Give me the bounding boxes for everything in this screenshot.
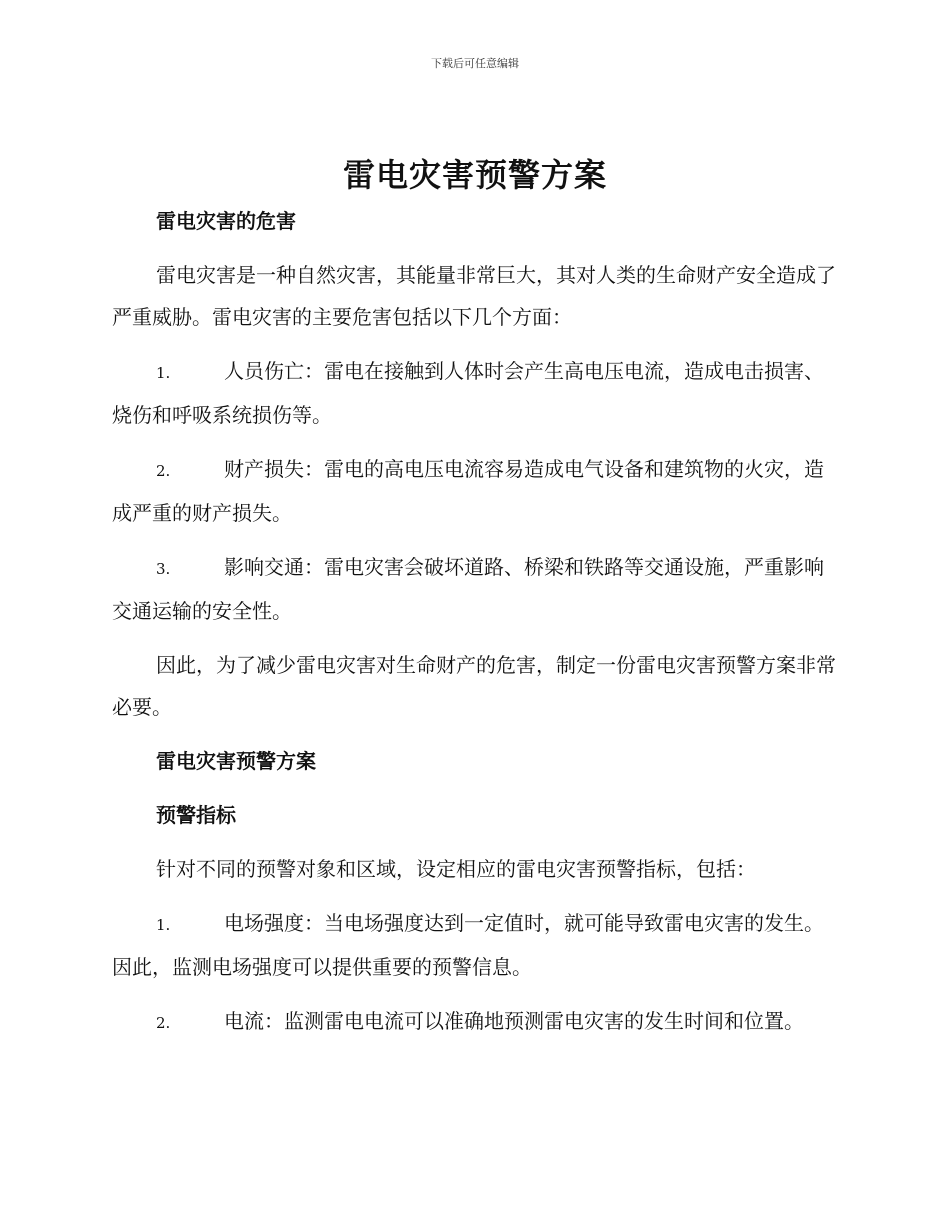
hazard-list-item bbox=[112, 350, 838, 436]
list-number: 1. bbox=[156, 364, 171, 382]
list-item-text: 影响交通：雷电灾害会破坏道路、桥梁和铁路等交通设施，严重影响交通运输的安全性。 bbox=[112, 555, 824, 623]
list-item-text: 电流：监测雷电电流可以准确地预测雷电灾害的发生时间和位置。 bbox=[224, 1009, 804, 1033]
indicators-intro-paragraph: 针对不同的预警对象和区域，设定相应的雷电灾害预警指标，包括： bbox=[156, 857, 756, 881]
list-item-text: 人员伤亡：雷电在接触到人体时会产生高电压电流，造成电击损害、烧伤和呼吸系统损伤等。 bbox=[112, 359, 824, 427]
list-number: 2. bbox=[156, 462, 171, 480]
list-item-text: 电场强度：当电场强度达到一定值时，就可能导致雷电灾害的发生。因此，监测电场强度可以提供重要的预警信息。 bbox=[112, 911, 824, 979]
hazard-list-item bbox=[112, 448, 838, 534]
list-item-text: 财产损失：雷电的高电压电流容易造成电气设备和建筑物的火灾，造成严重的财产损失。 bbox=[112, 457, 824, 525]
subheading-indicators: 预警指标 bbox=[156, 803, 236, 827]
list-number: 2. bbox=[156, 1014, 171, 1032]
list-number: 1. bbox=[156, 916, 171, 934]
list-number: 3. bbox=[156, 560, 171, 578]
hazard-list-item bbox=[112, 546, 838, 632]
document-body bbox=[112, 200, 838, 1056]
indicator-list-item bbox=[112, 902, 838, 988]
section-heading-plan: 雷电灾害预警方案 bbox=[156, 749, 316, 773]
hazard-conclusion-paragraph: 因此，为了减少雷电灾害对生命财产的危害，制定一份雷电灾害预警方案非常必要。 bbox=[112, 653, 836, 719]
hazard-intro-paragraph: 雷电灾害是一种自然灾害，其能量非常巨大，其对人类的生命财产安全造成了严重威胁。雷电灾害的主要危害包括以下几个方面： bbox=[112, 263, 836, 329]
section-heading-hazard: 雷电灾害的危害 bbox=[156, 209, 296, 233]
indicator-list-item bbox=[112, 1000, 838, 1044]
document-title: 雷电灾害预警方案 bbox=[342, 156, 607, 194]
page-header-note: 下载后可任意编辑 bbox=[431, 57, 519, 70]
